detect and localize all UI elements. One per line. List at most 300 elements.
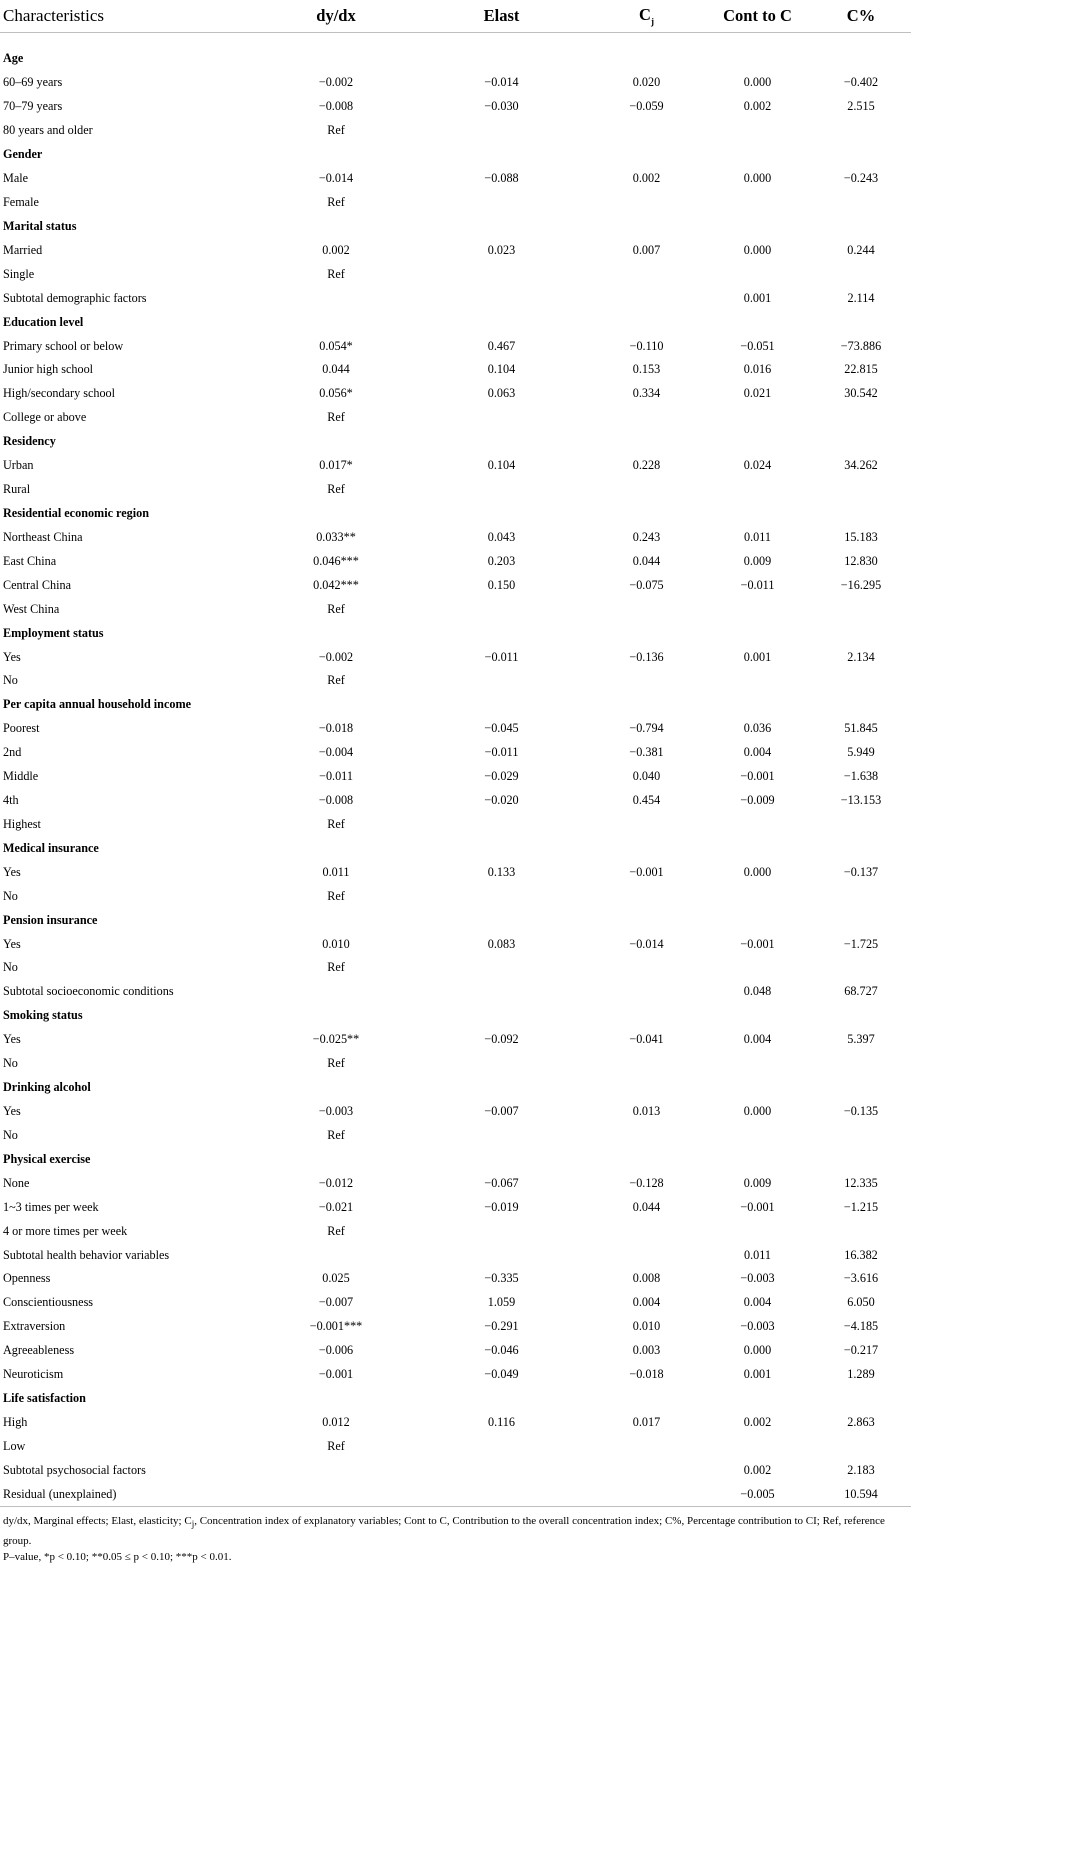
cell-elast — [414, 262, 589, 286]
cell-cont — [704, 1076, 811, 1100]
cell-cpct — [811, 597, 911, 621]
table-row — [0, 645, 911, 669]
cell-cpct — [811, 1123, 911, 1147]
cell-dydx — [258, 1076, 414, 1100]
section-header-row — [0, 143, 911, 167]
footnote-abbreviations — [3, 1513, 908, 1549]
cell-elast — [414, 214, 589, 238]
section-header-row — [0, 502, 911, 526]
cell-cpct: 5.949 — [847, 745, 875, 760]
cell-elast: −0.067 — [484, 1175, 519, 1190]
cell-label: Extraversion — [3, 1319, 66, 1334]
cell-label: High/secondary school — [3, 386, 116, 401]
cell-cpct: −1.215 — [843, 1199, 879, 1214]
cell-cont: 0.000 — [743, 1104, 772, 1119]
cell-cj — [589, 119, 704, 143]
cell-elast — [414, 813, 589, 837]
cell-cont: 0.002 — [743, 1462, 772, 1477]
cell-label: Physical exercise — [3, 1151, 91, 1166]
cell-elast — [414, 430, 589, 454]
cell-cj — [589, 430, 704, 454]
cell-cont — [704, 1004, 811, 1028]
cell-cont: −0.009 — [740, 793, 775, 808]
cell-cont: −0.001 — [740, 769, 775, 784]
cell-label: West China — [3, 601, 60, 616]
cell-cj — [589, 1434, 704, 1458]
cell-cj — [589, 1219, 704, 1243]
cell-elast — [414, 1458, 589, 1482]
cell-cj: 0.040 — [632, 769, 661, 784]
cell-elast — [414, 836, 589, 860]
cell-dydx: Ref — [327, 816, 345, 831]
cell-cpct: −0.137 — [843, 864, 879, 879]
cell-cj — [589, 1243, 704, 1267]
cell-cpct: −1.725 — [843, 936, 879, 951]
cell-cpct — [811, 262, 911, 286]
cell-elast: 0.043 — [487, 529, 516, 544]
cell-cj — [589, 597, 704, 621]
cell-label: 70–79 years — [3, 99, 63, 114]
cell-dydx — [258, 1458, 414, 1482]
cell-cpct — [811, 1147, 911, 1171]
cell-cpct — [811, 908, 911, 932]
cell-cont: 0.001 — [743, 1367, 772, 1382]
cell-dydx: 0.017* — [319, 458, 353, 473]
footnote-abbrev-part2: , Concentration index of explanatory variables; Cont to C, Contribution to the overall concentration index; C%, Percentage contribution to CI; Ref, reference group. — [3, 1515, 885, 1547]
table-row — [0, 95, 911, 119]
cell-dydx: −0.011 — [319, 769, 353, 784]
cell-label: Junior high school — [3, 362, 94, 377]
cell-cj: 0.013 — [632, 1104, 661, 1119]
cell-cpct: 2.863 — [847, 1415, 875, 1429]
cell-cj — [589, 191, 704, 215]
table-row — [0, 573, 911, 597]
cell-cpct — [811, 406, 911, 430]
cell-cj — [589, 406, 704, 430]
cell-label: Yes — [3, 1104, 21, 1119]
cell-elast: 0.104 — [487, 458, 516, 473]
cell-cont: 0.004 — [743, 745, 772, 760]
cell-cj: −0.110 — [629, 338, 664, 353]
cell-cont — [704, 1052, 811, 1076]
cell-cpct — [811, 119, 911, 143]
cell-dydx: −0.001*** — [309, 1319, 363, 1334]
cell-dydx: Ref — [327, 1127, 345, 1142]
cell-cpct: 10.594 — [811, 1482, 911, 1506]
cell-cpct — [811, 478, 911, 502]
cell-elast: −0.088 — [484, 171, 519, 186]
cell-cpct — [811, 669, 911, 693]
cell-cpct: 12.335 — [844, 1175, 878, 1190]
cell-label: Male — [3, 171, 29, 186]
cell-elast: 0.104 — [487, 362, 516, 377]
cell-cont — [704, 1219, 811, 1243]
cell-elast: −0.007 — [484, 1104, 519, 1119]
table-row — [0, 1195, 911, 1219]
cell-elast — [414, 191, 589, 215]
header-cont-to-c: Cont to C — [704, 0, 811, 33]
cell-cpct — [811, 47, 911, 71]
cell-cont — [704, 406, 811, 430]
cell-cj — [589, 1458, 704, 1482]
cell-dydx — [258, 836, 414, 860]
cell-dydx: −0.021 — [318, 1199, 354, 1214]
table-row — [0, 669, 911, 693]
cell-cont — [704, 836, 811, 860]
header-cj — [589, 0, 704, 33]
cell-cont: 0.009 — [743, 553, 772, 568]
cell-cpct — [811, 1434, 911, 1458]
cell-cpct: 0.244 — [847, 242, 875, 257]
cell-cj — [589, 1387, 704, 1411]
table-row — [0, 191, 911, 215]
section-header-row — [0, 1387, 911, 1411]
table-row — [0, 1339, 911, 1363]
cell-label: 4th — [3, 793, 19, 808]
cell-cont — [704, 47, 811, 71]
cell-cpct: −1.638 — [843, 769, 879, 784]
cell-label: 2nd — [3, 745, 22, 760]
cell-dydx: 0.011 — [322, 864, 350, 879]
cell-cj: −0.136 — [629, 649, 664, 664]
cell-dydx: −0.004 — [318, 745, 354, 760]
cell-cont: −0.005 — [704, 1482, 811, 1506]
table-row — [0, 382, 911, 406]
table-row — [0, 1363, 911, 1387]
cell-cpct: −4.185 — [843, 1319, 879, 1334]
cell-elast: −0.019 — [484, 1199, 519, 1214]
cell-dydx — [258, 143, 414, 167]
cell-elast — [414, 669, 589, 693]
table-row — [0, 1482, 911, 1506]
table-row — [0, 717, 911, 741]
cell-dydx: −0.002 — [318, 75, 354, 90]
section-header-row — [0, 1147, 911, 1171]
cell-elast: −0.291 — [484, 1319, 519, 1334]
table-row — [0, 1052, 911, 1076]
cell-dydx: 0.044 — [322, 362, 350, 377]
cell-elast — [414, 143, 589, 167]
section-header-row — [0, 310, 911, 334]
cell-cj: −0.014 — [629, 936, 664, 951]
cell-elast: −0.045 — [484, 721, 519, 736]
cell-dydx: 0.042*** — [313, 577, 359, 592]
cell-cont — [704, 884, 811, 908]
cell-cj: −0.018 — [629, 1367, 664, 1382]
cell-elast — [414, 1243, 589, 1267]
cell-dydx: −0.008 — [318, 99, 354, 114]
cell-cpct — [811, 214, 911, 238]
section-header-row — [0, 1076, 911, 1100]
cell-label: Subtotal demographic factors — [3, 290, 147, 305]
cell-cj: −0.794 — [629, 721, 664, 736]
cell-dydx: Ref — [327, 601, 345, 616]
cell-elast: 0.150 — [487, 577, 516, 592]
section-header-row — [0, 214, 911, 238]
cell-cont: 0.036 — [743, 721, 772, 736]
cell-cpct — [811, 430, 911, 454]
cell-cpct — [811, 1004, 911, 1028]
cell-dydx: Ref — [327, 1056, 345, 1071]
cell-cj: −0.075 — [629, 577, 664, 592]
cell-label: Highest — [3, 816, 41, 831]
table-row — [0, 1219, 911, 1243]
cell-cont: 0.000 — [743, 1343, 772, 1358]
cell-label: Drinking alcohol — [3, 1080, 91, 1095]
cell-cj — [589, 262, 704, 286]
cell-elast: −0.014 — [484, 75, 519, 90]
cell-cpct — [811, 836, 911, 860]
cell-cpct — [811, 1052, 911, 1076]
cell-label: No — [3, 673, 18, 688]
cell-cont — [704, 191, 811, 215]
table-row — [0, 1171, 911, 1195]
cell-label: Residency — [3, 434, 56, 449]
cell-elast — [414, 1219, 589, 1243]
table-footnotes — [3, 1513, 908, 1566]
cell-dydx — [258, 980, 414, 1004]
cell-cont: 0.024 — [743, 458, 772, 473]
cell-cj: 0.004 — [632, 1295, 661, 1310]
cell-cont — [704, 143, 811, 167]
cell-elast — [414, 1076, 589, 1100]
cell-cj — [589, 669, 704, 693]
cell-dydx — [258, 1004, 414, 1028]
table-row — [0, 167, 911, 191]
cell-cont — [704, 908, 811, 932]
cell-label: Middle — [3, 769, 39, 784]
cell-dydx — [258, 286, 414, 310]
cell-dydx — [258, 621, 414, 645]
cell-label: Residential economic region — [3, 505, 150, 520]
cell-cpct: 2.134 — [847, 649, 875, 664]
header-cj-base: C — [639, 5, 651, 25]
section-header-row — [0, 1004, 911, 1028]
cell-cont: 0.004 — [743, 1032, 772, 1047]
cell-cpct — [811, 1219, 911, 1243]
cell-elast — [414, 310, 589, 334]
cell-cj — [589, 1147, 704, 1171]
cell-dydx: Ref — [327, 266, 345, 281]
header-characteristics: Characteristics — [0, 0, 258, 33]
cell-elast: 1.059 — [487, 1295, 516, 1310]
cell-cont — [704, 1123, 811, 1147]
cell-label: Gender — [3, 147, 43, 162]
cell-cont — [704, 1434, 811, 1458]
cell-cj — [589, 1052, 704, 1076]
table-row — [0, 478, 911, 502]
cell-cpct: 6.050 — [847, 1295, 875, 1310]
cell-cont: 0.016 — [743, 362, 772, 377]
table-row — [0, 765, 911, 789]
cell-label: Employment status — [3, 625, 104, 640]
cell-dydx: Ref — [327, 482, 345, 497]
cell-cj — [589, 1482, 704, 1506]
cell-elast — [414, 1387, 589, 1411]
cell-cj: −0.041 — [629, 1032, 664, 1047]
cell-elast — [414, 980, 589, 1004]
cell-dydx: 0.010 — [322, 936, 350, 951]
cell-label: Yes — [3, 936, 21, 951]
table-row — [0, 119, 911, 143]
cell-cpct — [811, 693, 911, 717]
header-cj-subscript: j — [650, 16, 654, 27]
cell-elast — [414, 1147, 589, 1171]
cell-label: College or above — [3, 410, 87, 425]
cell-elast — [414, 47, 589, 71]
cell-cont: −0.051 — [740, 338, 775, 353]
header-dydx: dy/dx — [258, 0, 414, 33]
cell-cj — [589, 956, 704, 980]
cell-elast — [414, 406, 589, 430]
cell-elast: 0.116 — [488, 1415, 515, 1429]
cell-label: Married — [3, 242, 43, 257]
footnote-cj-subscript: j — [191, 1519, 195, 1530]
cell-label: 1~3 times per week — [3, 1199, 99, 1214]
cell-label: High — [3, 1415, 28, 1429]
table-row — [0, 1291, 911, 1315]
cell-cpct: −16.295 — [840, 577, 882, 592]
cell-label: Openness — [3, 1271, 51, 1286]
cell-cont: 0.002 — [743, 99, 772, 114]
cell-label: Subtotal socioeconomic conditions — [3, 984, 174, 999]
cell-cont: −0.001 — [740, 936, 775, 951]
cell-cj: 0.002 — [632, 171, 661, 186]
cell-label: Northeast China — [3, 529, 83, 544]
table-row — [0, 1123, 911, 1147]
cell-elast — [414, 693, 589, 717]
cell-cont — [704, 262, 811, 286]
cell-dydx: 0.025 — [322, 1271, 350, 1286]
cell-cont: 0.002 — [743, 1415, 772, 1429]
cell-dydx — [258, 47, 414, 71]
table-row — [0, 334, 911, 358]
cell-cpct — [811, 1387, 911, 1411]
cell-dydx: Ref — [327, 1223, 345, 1238]
cell-label: 4 or more times per week — [3, 1223, 128, 1238]
cell-dydx: −0.001 — [318, 1367, 354, 1382]
cell-elast — [414, 956, 589, 980]
table-row — [0, 525, 911, 549]
cell-dydx — [258, 1387, 414, 1411]
section-header-row — [0, 621, 911, 645]
cell-cont — [704, 813, 811, 837]
section-header-row — [0, 836, 911, 860]
cell-dydx: −0.012 — [318, 1175, 354, 1190]
cell-cj — [589, 310, 704, 334]
header-spacer — [0, 33, 911, 48]
cell-cj — [589, 143, 704, 167]
cell-dydx: 0.056* — [319, 386, 353, 401]
cell-label: Central China — [3, 577, 72, 592]
table-row — [0, 980, 911, 1004]
cell-cont — [704, 119, 811, 143]
table-row — [0, 956, 911, 980]
cell-cj — [589, 214, 704, 238]
cell-elast: −0.030 — [484, 99, 519, 114]
cell-dydx: 0.046*** — [313, 553, 359, 568]
cell-cj: −0.381 — [629, 745, 664, 760]
cell-elast — [414, 1123, 589, 1147]
cell-dydx: Ref — [327, 410, 345, 425]
cell-dydx — [258, 502, 414, 526]
cell-cont: −0.003 — [740, 1271, 775, 1286]
cell-elast: −0.029 — [484, 769, 519, 784]
cell-cj: 0.334 — [632, 386, 661, 401]
cell-cj — [589, 478, 704, 502]
cell-cpct: 12.830 — [844, 553, 878, 568]
cell-label: Single — [3, 266, 35, 281]
cell-cj: 0.020 — [632, 75, 661, 90]
cell-dydx — [258, 1243, 414, 1267]
cell-cont — [704, 1387, 811, 1411]
table-row — [0, 860, 911, 884]
cell-elast — [414, 1052, 589, 1076]
table-row — [0, 454, 911, 478]
cell-label: Residual (unexplained) — [0, 1482, 258, 1506]
cell-cj: 0.003 — [632, 1343, 661, 1358]
cell-cpct — [811, 884, 911, 908]
cell-cpct — [811, 143, 911, 167]
cell-dydx: −0.007 — [318, 1295, 354, 1310]
cell-cj — [589, 836, 704, 860]
section-header-row — [0, 908, 911, 932]
cell-elast — [414, 502, 589, 526]
cell-dydx: −0.002 — [318, 649, 354, 664]
cell-label: Yes — [3, 1032, 21, 1047]
cell-label: Female — [3, 194, 39, 209]
cell-label: No — [3, 888, 18, 903]
cell-cj: 0.007 — [632, 242, 661, 257]
cell-label: Rural — [3, 482, 31, 497]
cell-elast — [414, 597, 589, 621]
cell-cont — [704, 1147, 811, 1171]
cell-cont: 0.000 — [743, 864, 772, 879]
cell-cont: 0.000 — [743, 75, 772, 90]
cell-label: Subtotal health behavior variables — [3, 1247, 170, 1262]
cell-cont: 0.001 — [743, 649, 772, 664]
cell-cont — [704, 310, 811, 334]
cell-cj — [589, 980, 704, 1004]
table-row — [0, 932, 911, 956]
cell-dydx: −0.025** — [312, 1032, 360, 1047]
table-row — [0, 238, 911, 262]
cell-cj — [589, 621, 704, 645]
cell-cpct: −73.886 — [840, 338, 882, 353]
cell-cpct: 15.183 — [844, 529, 878, 544]
cell-dydx: 0.002 — [322, 242, 350, 257]
cell-dydx: −0.014 — [318, 171, 354, 186]
cell-cont: −0.003 — [740, 1319, 775, 1334]
cell-cpct — [811, 813, 911, 837]
cell-dydx — [258, 214, 414, 238]
cell-label: Marital status — [3, 218, 77, 233]
cell-cj: 0.010 — [632, 1319, 661, 1334]
cell-elast — [414, 286, 589, 310]
cell-label: Low — [3, 1438, 26, 1453]
cell-cont: 0.004 — [743, 1295, 772, 1310]
table-body — [0, 33, 911, 1507]
table-row — [0, 1434, 911, 1458]
cell-elast: 0.023 — [487, 242, 516, 257]
cell-dydx — [258, 908, 414, 932]
cell-cj — [589, 813, 704, 837]
cell-cont — [704, 621, 811, 645]
table-row — [0, 741, 911, 765]
cell-elast: 0.203 — [487, 553, 516, 568]
cell-elast: −0.046 — [484, 1343, 519, 1358]
cell-cj — [589, 1076, 704, 1100]
